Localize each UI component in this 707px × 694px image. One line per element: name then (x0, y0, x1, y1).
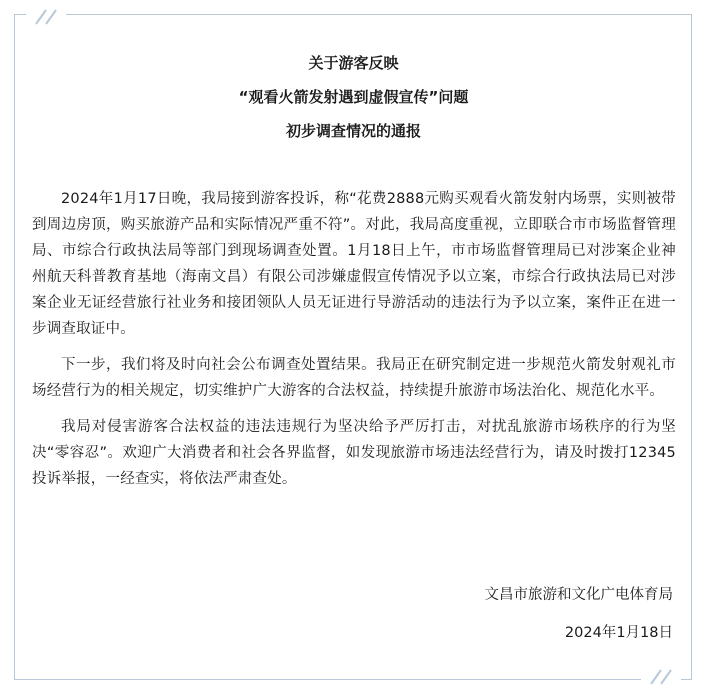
double-slash-icon (641, 666, 681, 692)
notice-title (0, 46, 707, 148)
signature-date: 2024年1月18日 (564, 625, 673, 641)
title-line-3: 初步调查情况的通报 (285, 122, 421, 140)
paragraph-3: 我局对侵害游客合法权益的违法违规行为坚决给予严厉打击，对扰乱旅游市场秩序的行为坚决“零容忍”。欢迎广大消费者和社会各界监督，如发现旅游市场违法经营行为，请及时拨打12345投诉举报，一经查实，将依法严肃查处。 (32, 419, 676, 487)
signature-organization: 文昌市旅游和文化广电体育局 (484, 587, 673, 603)
paragraph-1: 2024年1月17日晚，我局接到游客投诉，称“花费2888元购买观看火箭发射内场票，实则被带到周边房顶，购买旅游产品和实际情况严重不符”。对此，我局高度重视，立即联合市市场监督管理局、市综合行政执法局等部门到现场调查处置。1月18日上午，市市场监督管理局已对涉案企业神州航天科普教育基地（海南文昌）有限公司涉嫌虚假宣传情况予以立案，市综合行政执法局已对涉案企业无证经营旅行社业务和接团领队人员无证进行导游活动的违法行为予以立案，案件正在进一步调查取证中。 (32, 191, 676, 337)
paragraph-2: 下一步，我们将及时向社会公布调查处置结果。我局正在研究制定进一步规范火箭发射观礼市场经营行为的相关规定，切实维护广大游客的合法权益，持续提升旅游市场法治化、规范化水平。 (32, 357, 676, 399)
title-line-1: 关于游客反映 (308, 54, 399, 72)
notice-body (32, 186, 676, 502)
double-slash-icon (26, 2, 66, 28)
title-line-2: “观看火箭发射遇到虚假宣传”问题 (238, 88, 469, 106)
